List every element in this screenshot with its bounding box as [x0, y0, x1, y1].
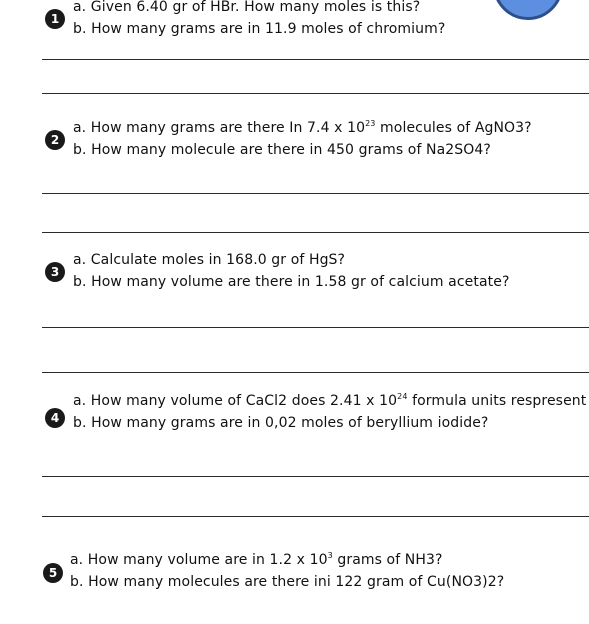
question-number-badge: 3 — [45, 262, 65, 282]
question-3a-text: a. Calculate moles in 168.0 gr of HgS? — [73, 252, 346, 268]
question-4a-text-tail: formula units respresent — [407, 393, 587, 409]
answer-line — [42, 372, 589, 373]
question-2a-text — [73, 120, 532, 136]
exponent: 24 — [397, 392, 408, 401]
question-3b-text: b. How many volume are there in 1.58 gr of calcium acetate? — [73, 274, 510, 290]
answer-line — [42, 476, 589, 477]
question-number-badge: 4 — [45, 408, 65, 428]
question-2a-text-main: a. How many grams are there In 7.4 x 10 — [73, 120, 366, 136]
question-2b-text: b. How many molecule are there in 450 grams of Na2SO4? — [73, 142, 491, 158]
answer-line — [42, 193, 589, 194]
question-4b-text: b. How many grams are in 0,02 moles of beryllium iodide? — [73, 415, 489, 431]
answer-line — [42, 516, 589, 517]
question-number-badge: 1 — [45, 9, 65, 29]
exponent: 3 — [327, 551, 333, 560]
exponent: 23 — [365, 119, 376, 128]
question-number-badge: 2 — [45, 130, 65, 150]
answer-line — [42, 327, 589, 328]
answer-line — [42, 232, 589, 233]
question-1b-text: b. How many grams are in 11.9 moles of chromium? — [73, 21, 446, 37]
question-5a-text — [70, 552, 443, 568]
answer-line — [42, 59, 589, 60]
question-number-badge: 5 — [43, 563, 63, 583]
decorative-circle — [493, 0, 563, 20]
question-1a-text: a. Given 6.40 gr of HBr. How many moles is this? — [73, 0, 421, 15]
question-5b-text: b. How many molecules are there ini 122 gram of Cu(NO3)2? — [70, 574, 505, 590]
answer-line — [42, 93, 589, 94]
question-2a-text-tail: molecules of AgNO3? — [375, 120, 532, 136]
question-4a-text-main: a. How many volume of CaCl2 does 2.41 x 10 — [73, 393, 398, 409]
question-5a-text-tail: grams of NH3? — [332, 552, 443, 568]
question-4a-text — [73, 393, 586, 409]
question-5a-text-main: a. How many volume are in 1.2 x 10 — [70, 552, 328, 568]
